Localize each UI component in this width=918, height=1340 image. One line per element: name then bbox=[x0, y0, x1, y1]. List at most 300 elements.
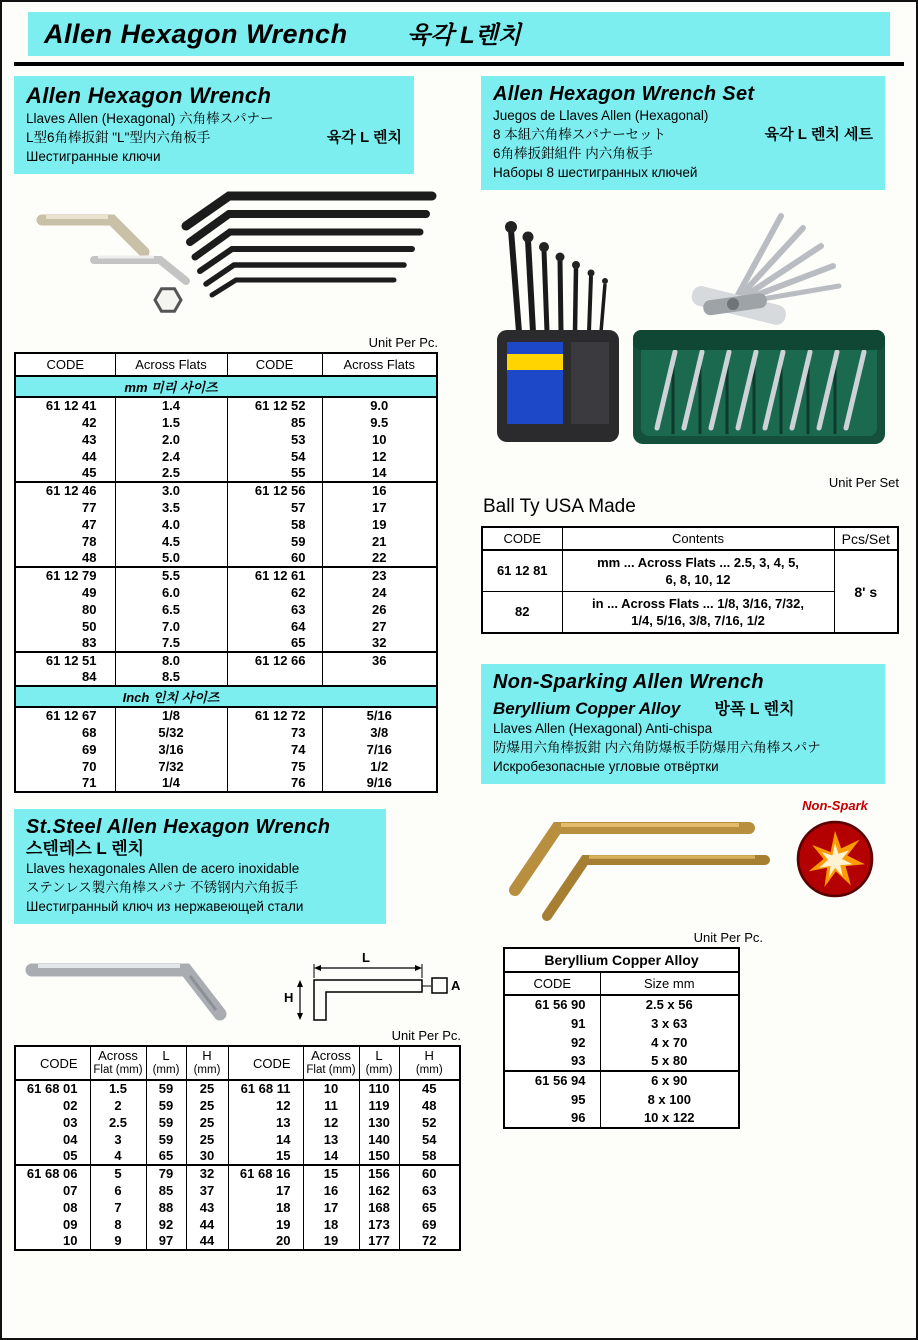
table-cell: 4 bbox=[90, 1148, 146, 1165]
table-cell: 44 bbox=[186, 1233, 228, 1250]
table-cell: 7.0 bbox=[115, 618, 227, 635]
table-cell: 73 bbox=[227, 724, 322, 741]
stainless-wrench-photo bbox=[14, 936, 249, 1026]
nonspark-media-row bbox=[481, 798, 905, 928]
table-cell: 61 12 56 bbox=[227, 482, 322, 499]
table-cell: 5.5 bbox=[115, 567, 227, 584]
wrench-set-table bbox=[481, 526, 899, 634]
table-row bbox=[15, 584, 437, 601]
info-line-ru: Наборы 8 шестигранных ключей bbox=[493, 165, 698, 180]
table-cell: 80 bbox=[15, 601, 115, 618]
column-header: Contents bbox=[562, 527, 834, 550]
info-line-ru: Шестигранный ключ из нержавеющей стали bbox=[26, 899, 304, 914]
table-cell: 92 bbox=[146, 1216, 186, 1233]
table-cell: mm ... Across Flats ... 2.5, 3, 4, 5, 6, 8, 10, 12 bbox=[562, 550, 834, 592]
column-header: Across Flat (mm) bbox=[90, 1046, 146, 1080]
table-cell: 16 bbox=[322, 482, 437, 499]
column-header: CODE bbox=[227, 353, 322, 376]
info-line-kr: 육각 L 렌치 세트 bbox=[764, 126, 873, 143]
table-cell: 52 bbox=[399, 1114, 460, 1131]
table-row bbox=[15, 1216, 460, 1233]
table-cell: 9.5 bbox=[322, 414, 437, 431]
table-cell: 4.0 bbox=[115, 516, 227, 533]
inch-band-label: Inch 인치 사이즈 bbox=[15, 686, 437, 707]
table-row bbox=[15, 601, 437, 618]
table-cell: 61 68 16 bbox=[228, 1165, 303, 1182]
table-cell: 10 x 122 bbox=[600, 1109, 739, 1128]
table-cell: 1/8 bbox=[115, 707, 227, 724]
table-cell: 25 bbox=[186, 1114, 228, 1131]
nonspark-logo-icon bbox=[791, 815, 879, 903]
table-row bbox=[15, 533, 437, 550]
table-cell: 12 bbox=[322, 448, 437, 465]
unit-label: Unit Per Pc. bbox=[391, 1028, 461, 1043]
table-row bbox=[504, 1014, 739, 1033]
table-cell: 59 bbox=[146, 1114, 186, 1131]
table-cell: 1/2 bbox=[322, 758, 437, 775]
table-cell: 50 bbox=[15, 618, 115, 635]
table-cell: 61 68 01 bbox=[15, 1080, 90, 1097]
table-row bbox=[504, 995, 739, 1014]
table-cell: 14 bbox=[322, 465, 437, 482]
table-cell: 61 12 41 bbox=[15, 397, 115, 414]
table-row bbox=[15, 431, 437, 448]
table-cell: 75 bbox=[227, 758, 322, 775]
steel-size-table bbox=[14, 1045, 461, 1251]
table-cell: 60 bbox=[227, 550, 322, 567]
table-cell: 25 bbox=[186, 1131, 228, 1148]
wrench-set-photos bbox=[481, 200, 905, 473]
table-row bbox=[15, 1148, 460, 1165]
table-cell: 72 bbox=[399, 1233, 460, 1250]
unit-label: Unit Per Pc. bbox=[368, 335, 438, 350]
info-line-jp-text: 8 本組六角棒スパナーセット bbox=[493, 127, 666, 142]
table-cell: 12 bbox=[303, 1114, 359, 1131]
table-cell: 25 bbox=[186, 1080, 228, 1097]
table-cell: 4.5 bbox=[115, 533, 227, 550]
table-cell: 83 bbox=[15, 635, 115, 652]
table-cell: 119 bbox=[359, 1097, 399, 1114]
info-line-cjk: 防爆用六角棒扳鉗 内六角防爆板手防爆用六角棒スパナ bbox=[493, 740, 821, 755]
table-row bbox=[504, 1033, 739, 1052]
table-cell: 10 bbox=[303, 1080, 359, 1097]
table-cell: 48 bbox=[399, 1097, 460, 1114]
table-cell: 47 bbox=[15, 516, 115, 533]
table-cell: 24 bbox=[322, 584, 437, 601]
info-line-es: Llaves hexagonales Allen de acero inoxidable bbox=[26, 861, 300, 876]
table-row bbox=[15, 741, 437, 758]
mm-band-label: mm 미리 사이즈 bbox=[15, 376, 437, 397]
table-cell: 44 bbox=[15, 448, 115, 465]
table-cell: 1/4 bbox=[115, 775, 227, 792]
table-cell: 74 bbox=[227, 741, 322, 758]
mm-rows bbox=[15, 397, 437, 686]
table-cell: 22 bbox=[322, 550, 437, 567]
table-cell: 2.4 bbox=[115, 448, 227, 465]
info-line-cjk bbox=[26, 128, 402, 147]
column-header: H (mm) bbox=[186, 1046, 228, 1080]
table-cell: 05 bbox=[15, 1148, 90, 1165]
unit-label: Unit Per Pc. bbox=[693, 930, 763, 945]
unit-label: Unit Per Set bbox=[828, 475, 899, 490]
table-cell: 7/16 bbox=[322, 741, 437, 758]
column-header: CODE bbox=[15, 1046, 90, 1080]
info-line-cjk-text: L型6角棒扳鉗 "L"型内六角板手 bbox=[26, 130, 211, 145]
table-row bbox=[15, 635, 437, 652]
table-cell: 43 bbox=[15, 431, 115, 448]
table-cell: 91 bbox=[504, 1014, 600, 1033]
table-cell: 2.0 bbox=[115, 431, 227, 448]
table-row bbox=[504, 1090, 739, 1109]
nonspark-logo bbox=[785, 798, 885, 928]
table-cell: 6.0 bbox=[115, 584, 227, 601]
table-cell: 30 bbox=[186, 1148, 228, 1165]
allen-wrench-size-table bbox=[14, 352, 438, 793]
ball-type-note: Ball Ty USA Made bbox=[483, 496, 636, 517]
table-cell: 61 68 06 bbox=[15, 1165, 90, 1182]
inch-rows bbox=[15, 707, 437, 792]
nonspark-info-box bbox=[481, 664, 885, 784]
table-cell: 77 bbox=[15, 499, 115, 516]
table-cell: 8.0 bbox=[115, 652, 227, 669]
dim-label-l: L bbox=[362, 950, 370, 965]
hexagon-cross-section bbox=[155, 289, 181, 312]
table-cell: 7 bbox=[90, 1199, 146, 1216]
table-cell: 15 bbox=[303, 1165, 359, 1182]
info-line-es: Juegos de Llaves Allen (Hexagonal) bbox=[493, 108, 709, 123]
table-cell: 8.5 bbox=[115, 669, 227, 686]
copper-wrench-photo bbox=[481, 798, 781, 928]
table-cell: 03 bbox=[15, 1114, 90, 1131]
nonspark-subtitle bbox=[493, 696, 873, 719]
table-cell: 12 bbox=[228, 1097, 303, 1114]
header-rule bbox=[14, 62, 904, 66]
table-cell: 60 bbox=[399, 1165, 460, 1182]
section-title-kr: 스텐레스 L 렌치 bbox=[26, 839, 145, 858]
page-title bbox=[28, 12, 890, 56]
page-title-en: Allen Hexagon Wrench bbox=[44, 19, 348, 49]
table-cell: 54 bbox=[399, 1131, 460, 1148]
table-cell: 61 56 94 bbox=[504, 1071, 600, 1090]
table-cell: 1.5 bbox=[115, 414, 227, 431]
table-cell: 1.5 bbox=[90, 1080, 146, 1097]
table-cell: 5 x 80 bbox=[600, 1052, 739, 1071]
table-cell: 61 12 72 bbox=[227, 707, 322, 724]
table-cell: 88 bbox=[146, 1199, 186, 1216]
table-row bbox=[15, 397, 437, 414]
table-row bbox=[15, 1182, 460, 1199]
column-header: CODE bbox=[228, 1046, 303, 1080]
right-column bbox=[481, 76, 905, 1251]
table-cell: 27 bbox=[322, 618, 437, 635]
column-header: CODE bbox=[15, 353, 115, 376]
table-cell: 5/32 bbox=[115, 724, 227, 741]
table-cell: 45 bbox=[15, 465, 115, 482]
table-cell: 18 bbox=[303, 1216, 359, 1233]
table-cell: 20 bbox=[228, 1233, 303, 1250]
table-cell: 96 bbox=[504, 1109, 600, 1128]
table-cell: 92 bbox=[504, 1033, 600, 1052]
copper-rows bbox=[504, 995, 739, 1128]
section-title: Non-Sparking Allen Wrench bbox=[493, 671, 764, 693]
info-line-cjk: ステンレス製六角棒スパナ 不锈钢内六角扳手 bbox=[26, 880, 299, 895]
table-cell: 3.5 bbox=[115, 499, 227, 516]
table-cell: 25 bbox=[186, 1097, 228, 1114]
table-cell: 70 bbox=[15, 758, 115, 775]
ballpoint-set-photo bbox=[497, 221, 619, 442]
table-cell: 18 bbox=[228, 1199, 303, 1216]
table-cell: 69 bbox=[15, 741, 115, 758]
table-cell: 15 bbox=[228, 1148, 303, 1165]
table-cell: 48 bbox=[15, 550, 115, 567]
table-cell: 3/16 bbox=[115, 741, 227, 758]
info-line-kr: 육각 L 렌치 bbox=[326, 129, 402, 146]
table-cell: 61 12 81 bbox=[482, 550, 562, 592]
table-cell: 23 bbox=[322, 567, 437, 584]
table-cell: 130 bbox=[359, 1114, 399, 1131]
table-cell: 14 bbox=[303, 1148, 359, 1165]
table-row bbox=[15, 707, 437, 724]
table-cell: 5 bbox=[90, 1165, 146, 1182]
table-cell: 59 bbox=[146, 1097, 186, 1114]
table-row bbox=[15, 516, 437, 533]
table-cell: 64 bbox=[227, 618, 322, 635]
column-header: Pcs/Set bbox=[834, 527, 898, 550]
table-cell: 21 bbox=[322, 533, 437, 550]
table-cell: 53 bbox=[227, 431, 322, 448]
mm-band bbox=[15, 376, 437, 397]
table-cell: 61 12 66 bbox=[227, 652, 322, 669]
table-cell: 62 bbox=[227, 584, 322, 601]
table-cell: 59 bbox=[146, 1131, 186, 1148]
table-row bbox=[15, 567, 437, 584]
table-cell: 32 bbox=[186, 1165, 228, 1182]
column-header: Size mm bbox=[600, 972, 739, 995]
nonspark-logo-text: Non-Spark bbox=[802, 798, 868, 813]
dim-label-h: H bbox=[284, 990, 294, 1005]
table-cell: 19 bbox=[322, 516, 437, 533]
column-header: Across Flats bbox=[115, 353, 227, 376]
info-line-es: Llaves Allen (Hexagonal) Anti-chispa bbox=[493, 721, 713, 736]
table-cell: 61 12 52 bbox=[227, 397, 322, 414]
table-cell: 2.5 x 56 bbox=[600, 995, 739, 1014]
nonspark-subtitle-en: Beryllium Copper Alloy bbox=[493, 699, 681, 718]
table-row bbox=[15, 652, 437, 669]
pouch-set-photo bbox=[633, 330, 885, 444]
table-cell: 65 bbox=[399, 1199, 460, 1216]
table-row bbox=[15, 1233, 460, 1250]
section-title: Allen Hexagon Wrench bbox=[26, 83, 272, 108]
table-row bbox=[15, 1080, 460, 1097]
wrench-dimension-diagram bbox=[282, 938, 467, 1026]
table-cell: 173 bbox=[359, 1216, 399, 1233]
table-row bbox=[504, 1109, 739, 1128]
inch-band bbox=[15, 686, 437, 707]
steel-rows bbox=[15, 1080, 460, 1250]
table-cell: 17 bbox=[303, 1199, 359, 1216]
table-cell: 84 bbox=[15, 669, 115, 686]
table-cell: 59 bbox=[227, 533, 322, 550]
folding-set-photo bbox=[690, 216, 839, 327]
table-cell: 61 12 51 bbox=[15, 652, 115, 669]
table-cell: 7/32 bbox=[115, 758, 227, 775]
table-row bbox=[15, 758, 437, 775]
table-cell: 97 bbox=[146, 1233, 186, 1250]
table-cell: 95 bbox=[504, 1090, 600, 1109]
table-cell: 68 bbox=[15, 724, 115, 741]
table-cell: 54 bbox=[227, 448, 322, 465]
allen-wrench-info-box bbox=[14, 76, 414, 174]
table-cell: 13 bbox=[303, 1131, 359, 1148]
info-line-jp bbox=[493, 125, 873, 144]
table-cell: 08 bbox=[15, 1199, 90, 1216]
table-row bbox=[15, 448, 437, 465]
table-cell: 69 bbox=[399, 1216, 460, 1233]
table-row bbox=[15, 1199, 460, 1216]
column-header: L (mm) bbox=[146, 1046, 186, 1080]
table-row bbox=[15, 1131, 460, 1148]
table-cell: 55 bbox=[227, 465, 322, 482]
column-header: CODE bbox=[504, 972, 600, 995]
table-cell: 3.0 bbox=[115, 482, 227, 499]
table-cell: 26 bbox=[322, 601, 437, 618]
table-cell: 65 bbox=[146, 1148, 186, 1165]
table-cell: 6 x 90 bbox=[600, 1071, 739, 1090]
table-cell: 63 bbox=[227, 601, 322, 618]
table-cell: 43 bbox=[186, 1199, 228, 1216]
beryllium-size-table bbox=[503, 947, 740, 1129]
table-cell: in ... Across Flats ... 1/8, 3/16, 7/32, 1/4, 5/16, 3/8, 7/16, 1/2 bbox=[562, 592, 834, 634]
table-cell: 61 56 90 bbox=[504, 995, 600, 1014]
table-cell: 61 12 61 bbox=[227, 567, 322, 584]
table-cell: 09 bbox=[15, 1216, 90, 1233]
table-caption: Beryllium Copper Alloy bbox=[504, 948, 739, 972]
steel-media-row bbox=[14, 936, 467, 1026]
table-cell: 4 x 70 bbox=[600, 1033, 739, 1052]
black-hex-keys bbox=[186, 196, 432, 295]
info-line-ru: Искробезопасные угловые отвёртки bbox=[493, 759, 719, 774]
info-line-cn: 6角棒扳鉗組件 内六角板手 bbox=[493, 146, 653, 161]
table-cell bbox=[322, 669, 437, 686]
table-row bbox=[15, 482, 437, 499]
column-header: Across Flats bbox=[322, 353, 437, 376]
table-cell: 14 bbox=[228, 1131, 303, 1148]
table-row bbox=[15, 618, 437, 635]
dim-label-a: A bbox=[451, 978, 461, 993]
table-cell: 10 bbox=[15, 1233, 90, 1250]
table-cell: 61 12 67 bbox=[15, 707, 115, 724]
column-header: CODE bbox=[482, 527, 562, 550]
table-cell: 10 bbox=[322, 431, 437, 448]
table-cell: 57 bbox=[227, 499, 322, 516]
table-row bbox=[15, 550, 437, 567]
table-cell: 04 bbox=[15, 1131, 90, 1148]
table-cell: 71 bbox=[15, 775, 115, 792]
table-cell: 3 x 63 bbox=[600, 1014, 739, 1033]
wrench-set-info-box bbox=[481, 76, 885, 190]
table-row bbox=[15, 465, 437, 482]
table-cell: 61 12 79 bbox=[15, 567, 115, 584]
table-cell: 36 bbox=[322, 652, 437, 669]
table-row bbox=[15, 1097, 460, 1114]
table-cell: 9.0 bbox=[322, 397, 437, 414]
table-row bbox=[15, 775, 437, 792]
column-header: Across Flat (mm) bbox=[303, 1046, 359, 1080]
table-cell: 32 bbox=[322, 635, 437, 652]
table-cell: 5.0 bbox=[115, 550, 227, 567]
table-cell: 44 bbox=[186, 1216, 228, 1233]
table-row bbox=[15, 669, 437, 686]
table-cell: 5/16 bbox=[322, 707, 437, 724]
table-cell: 82 bbox=[482, 592, 562, 634]
table-cell: 78 bbox=[15, 533, 115, 550]
table-cell: 85 bbox=[227, 414, 322, 431]
table-cell: 37 bbox=[186, 1182, 228, 1199]
table-cell: 110 bbox=[359, 1080, 399, 1097]
table-cell: 9 bbox=[90, 1233, 146, 1250]
table-cell: 42 bbox=[15, 414, 115, 431]
table-cell: 49 bbox=[15, 584, 115, 601]
table-cell: 61 12 46 bbox=[15, 482, 115, 499]
table-cell: 85 bbox=[146, 1182, 186, 1199]
table-row bbox=[15, 1165, 460, 1182]
table-cell: 65 bbox=[227, 635, 322, 652]
table-cell: 61 68 11 bbox=[228, 1080, 303, 1097]
table-row bbox=[504, 1071, 739, 1090]
left-column bbox=[14, 76, 467, 1251]
table-cell: 177 bbox=[359, 1233, 399, 1250]
table-cell: 156 bbox=[359, 1165, 399, 1182]
page-title-kr: 육각 L렌치 bbox=[407, 22, 522, 49]
table-cell: 8 x 100 bbox=[600, 1090, 739, 1109]
table-cell bbox=[227, 669, 322, 686]
allen-wrench-photo bbox=[14, 180, 467, 333]
table-cell: 63 bbox=[399, 1182, 460, 1199]
table-row bbox=[15, 724, 437, 741]
table-cell: 93 bbox=[504, 1052, 600, 1071]
table-cell: 19 bbox=[228, 1216, 303, 1233]
column-header: L (mm) bbox=[359, 1046, 399, 1080]
table-cell: 13 bbox=[228, 1114, 303, 1131]
info-line-es: Llaves Allen (Hexagonal) 六角棒スパナー bbox=[26, 111, 274, 126]
table-cell: 58 bbox=[399, 1148, 460, 1165]
steel-wrench-info-box bbox=[14, 809, 386, 924]
table-cell: 11 bbox=[303, 1097, 359, 1114]
table-row bbox=[482, 550, 898, 592]
table-cell: 168 bbox=[359, 1199, 399, 1216]
section-title: St.Steel Allen Hexagon Wrench bbox=[26, 816, 331, 838]
table-row bbox=[15, 414, 437, 431]
table-cell: 76 bbox=[227, 775, 322, 792]
table-cell: 140 bbox=[359, 1131, 399, 1148]
table-cell: 150 bbox=[359, 1148, 399, 1165]
table-cell: 07 bbox=[15, 1182, 90, 1199]
table-row bbox=[15, 499, 437, 516]
table-cell: 79 bbox=[146, 1165, 186, 1182]
table-cell: 58 bbox=[227, 516, 322, 533]
table-cell: 8 bbox=[90, 1216, 146, 1233]
table-cell: 2.5 bbox=[115, 465, 227, 482]
table-cell: 2 bbox=[90, 1097, 146, 1114]
column-header: H (mm) bbox=[399, 1046, 460, 1080]
table-cell: 1.4 bbox=[115, 397, 227, 414]
table-cell: 19 bbox=[303, 1233, 359, 1250]
table-cell: 17 bbox=[322, 499, 437, 516]
table-row bbox=[504, 1052, 739, 1071]
table-cell: 9/16 bbox=[322, 775, 437, 792]
section-title: Allen Hexagon Wrench Set bbox=[493, 83, 755, 105]
table-cell: 17 bbox=[228, 1182, 303, 1199]
